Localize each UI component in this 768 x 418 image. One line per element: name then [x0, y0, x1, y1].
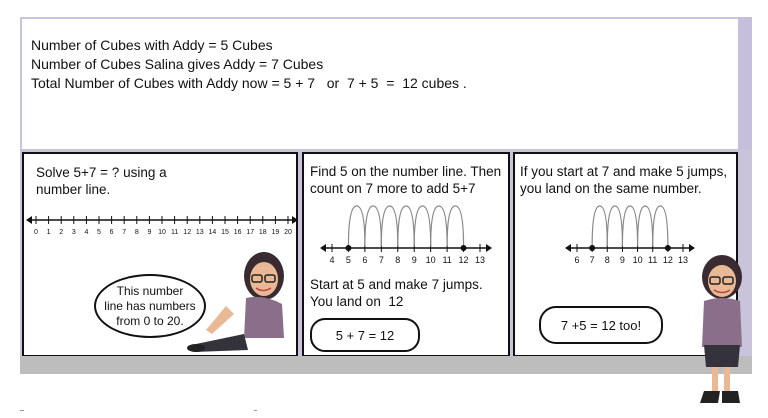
end-point — [461, 245, 467, 251]
panel2-text-line-2: You land on 12 — [310, 294, 404, 309]
panel1-instruction-line-2: number line. — [36, 182, 111, 197]
number-line-6-13 — [515, 198, 715, 268]
arrow-left-icon — [320, 244, 326, 252]
panel-count-on-5-plus-7 — [302, 152, 510, 357]
tick-label: 6 — [362, 255, 368, 265]
tick-label: 7 — [122, 229, 127, 236]
tick-label: 13 — [677, 255, 689, 265]
tick-label: 5 — [97, 229, 101, 236]
tick-label: 9 — [411, 255, 417, 265]
tick-label: 7 — [589, 255, 595, 265]
tick-label: 7 — [378, 255, 384, 265]
tick-label: 2 — [59, 229, 64, 236]
jump-arc — [365, 206, 381, 246]
tick-label: 8 — [395, 255, 401, 265]
end-point — [665, 245, 671, 251]
tick-label: 4 — [84, 229, 89, 236]
number-line-4-13 — [304, 198, 508, 268]
tick-label: 15 — [221, 229, 229, 236]
tick-label: 5 — [345, 255, 351, 265]
jump-arc — [653, 206, 668, 246]
speech-bubble-panel1 — [94, 274, 206, 338]
tick-label: 1 — [46, 229, 51, 236]
jump-arc — [607, 206, 622, 246]
arrow-left-icon — [565, 244, 571, 252]
jump-arc — [398, 206, 414, 246]
jump-arc — [381, 206, 397, 246]
scan-mark — [254, 410, 257, 411]
start-point — [589, 245, 595, 251]
tick-label: 17 — [246, 229, 255, 236]
tick-label: 12 — [458, 255, 469, 265]
tick-label: 10 — [632, 255, 643, 265]
explanation-side-bar — [738, 17, 752, 151]
tick-label: 10 — [158, 229, 166, 236]
tick-label: 19 — [271, 229, 280, 236]
tick-label: 18 — [258, 229, 267, 236]
tick-label: 12 — [662, 255, 673, 265]
tick-label: 13 — [474, 255, 486, 265]
tick-label: 3 — [71, 229, 76, 236]
jump-arc — [431, 206, 447, 246]
arrow-left-icon — [26, 216, 32, 224]
tick-label: 20 — [284, 229, 292, 236]
scan-mark — [20, 410, 24, 411]
tick-label: 12 — [183, 229, 192, 236]
number-line-0-20 — [24, 206, 296, 242]
tick-label: 9 — [619, 255, 625, 265]
jump-arc — [622, 206, 637, 246]
girl-standing-illustration — [690, 255, 750, 410]
tick-label: 0 — [34, 229, 38, 236]
jump-arc — [414, 206, 430, 246]
jump-arc — [638, 206, 653, 246]
tick-label: 11 — [648, 255, 658, 265]
panel3-instruction-line-2: you land on the same number. — [520, 181, 702, 196]
jump-arc — [592, 206, 607, 246]
tick-label: 4 — [329, 255, 335, 265]
tick-label: 9 — [147, 229, 152, 236]
explanation-line-1: Number of Cubes with Addy = 5 Cubes — [31, 37, 273, 53]
tick-label: 6 — [109, 229, 114, 236]
speech-bubble-panel3: 7 +5 = 12 too! — [539, 306, 663, 344]
panel2-instruction-line-2: count on 7 more to add 5+7 — [310, 181, 476, 196]
speech-bubble-panel2: 5 + 7 = 12 — [310, 318, 420, 352]
tick-label: 6 — [574, 255, 580, 265]
start-point — [345, 245, 351, 251]
tick-label: 14 — [208, 229, 217, 236]
explanation-line-3: Total Number of Cubes with Addy now = 5 + 7 or 7 + 5 = 12 cubes . — [31, 75, 467, 91]
explanation-box — [20, 17, 738, 151]
tick-label: 13 — [195, 229, 204, 236]
arrow-right-icon — [292, 216, 296, 224]
tick-label: 8 — [134, 229, 139, 236]
tick-label: 11 — [442, 255, 452, 265]
panel2-instruction-line-1: Find 5 on the number line. Then — [310, 164, 502, 179]
panel1-instruction-line-1: Solve 5+7 = ? using a — [36, 165, 167, 180]
jump-arc — [348, 206, 364, 246]
bubble1-line-3: from 0 to 20. — [116, 313, 184, 328]
tick-label: 10 — [425, 255, 436, 265]
bottom-bar — [20, 356, 752, 374]
tick-label: 16 — [233, 229, 242, 236]
arrow-right-icon — [689, 244, 695, 252]
explanation-line-2: Number of Cubes Salina gives Addy = 7 Cubes — [31, 56, 324, 72]
jump-arc — [447, 206, 463, 246]
panel-number-line-0-20 — [22, 152, 298, 357]
tick-label: 8 — [604, 255, 610, 265]
bubble1-line-1: This number — [116, 283, 184, 298]
panel3-instruction-line-1: If you start at 7 and make 5 jumps, — [520, 164, 728, 179]
arrow-right-icon — [486, 244, 492, 252]
bubble1-line-2: line has numbers — [104, 298, 196, 313]
panel2-text-line-1: Start at 5 and make 7 jumps. — [310, 277, 483, 292]
tick-label: 11 — [170, 229, 179, 236]
